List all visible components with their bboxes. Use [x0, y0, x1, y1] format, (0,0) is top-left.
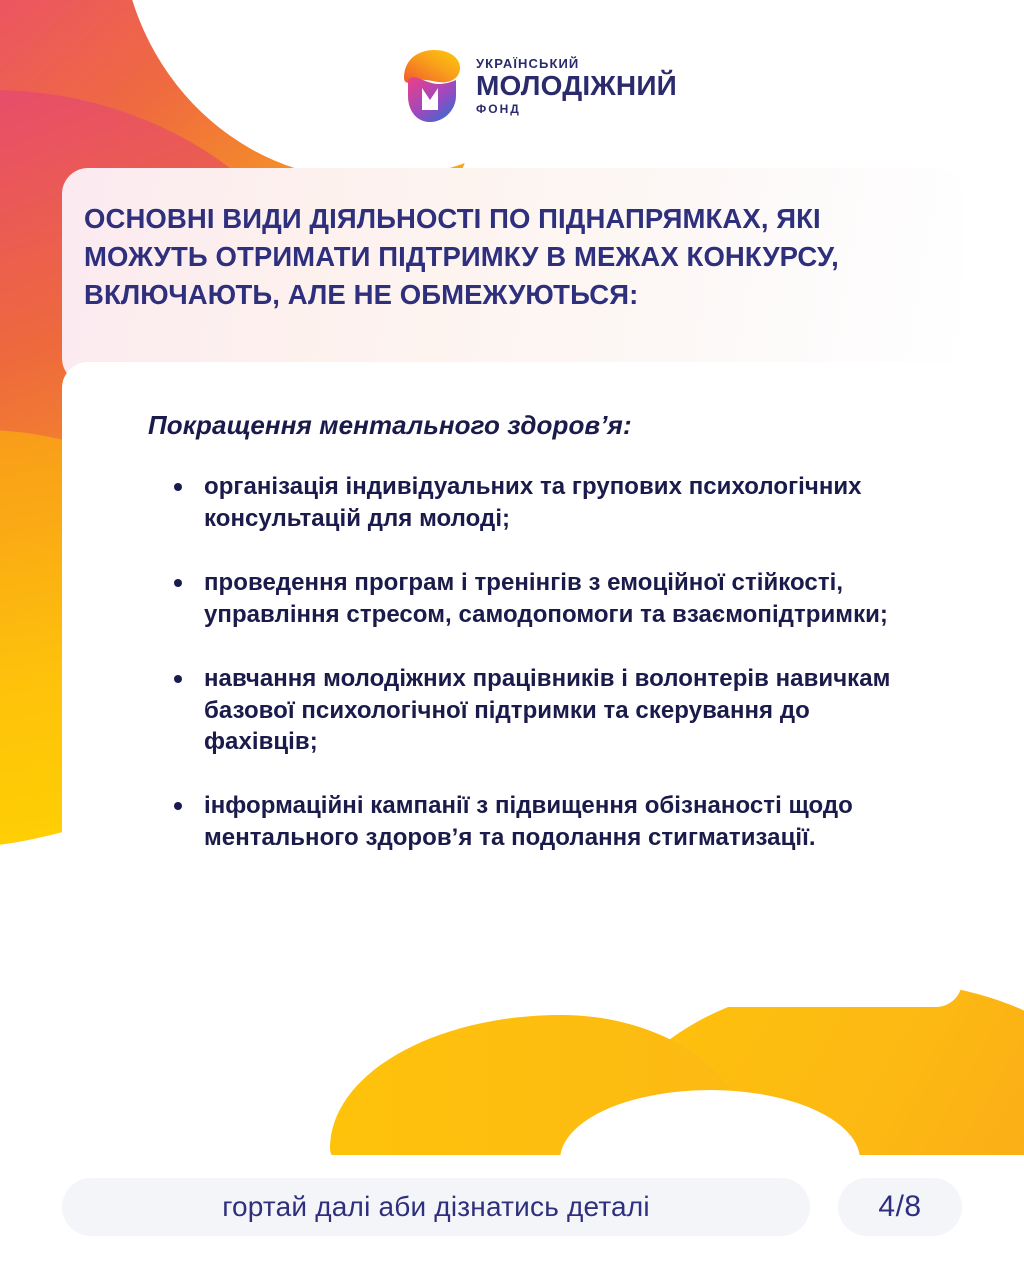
- list-item: організація індивідуальних та групових психологічних консультацій для молоді;: [170, 471, 918, 535]
- page-title: ОСНОВНІ ВИДИ ДІЯЛЬНОСТІ ПО ПІДНАПРЯМКАХ, ЯКІ МОЖУТЬ ОТРИМАТИ ПІДТРИМКУ В МЕЖАХ КОНКУРСУ, ВКЛЮЧАЮТЬ, АЛЕ НЕ ОБМЕЖУЮТЬСЯ:: [84, 203, 839, 310]
- page-indicator-label: 4/8: [878, 1190, 922, 1223]
- swipe-cta-pill[interactable]: [62, 1178, 810, 1236]
- brand-logo: [398, 48, 677, 124]
- brand-line-1: УКРАЇНСЬКИЙ: [476, 56, 580, 71]
- ukrainian-youth-foundation-logo-icon: [398, 48, 464, 124]
- section-subtitle: Покращення ментального здоров’я:: [148, 410, 632, 440]
- swipe-cta-label: гортай далі аби дізнатись деталі: [222, 1191, 650, 1222]
- brand-line-3: ФОНД: [476, 102, 521, 116]
- list-item: інформаційні кампанії з підвищення обізнаності щодо ментального здоров’я та подолання стигматизації.: [170, 790, 918, 854]
- list-item: навчання молодіжних працівників і волонтерів навичкам базової психологічної підтримки та скерування до фахівців;: [170, 663, 918, 759]
- list-item: проведення програм і тренінгів з емоційної стійкості, управління стресом, самодопомоги та взаємопідтримки;: [170, 567, 918, 631]
- brand-logo-text: [476, 57, 677, 115]
- activity-list: [170, 471, 918, 854]
- content-card: [62, 362, 962, 1007]
- heading-card: [62, 168, 962, 384]
- page-indicator-pill: [838, 1178, 962, 1236]
- brand-line-2: МОЛОДІЖНИЙ: [476, 70, 677, 101]
